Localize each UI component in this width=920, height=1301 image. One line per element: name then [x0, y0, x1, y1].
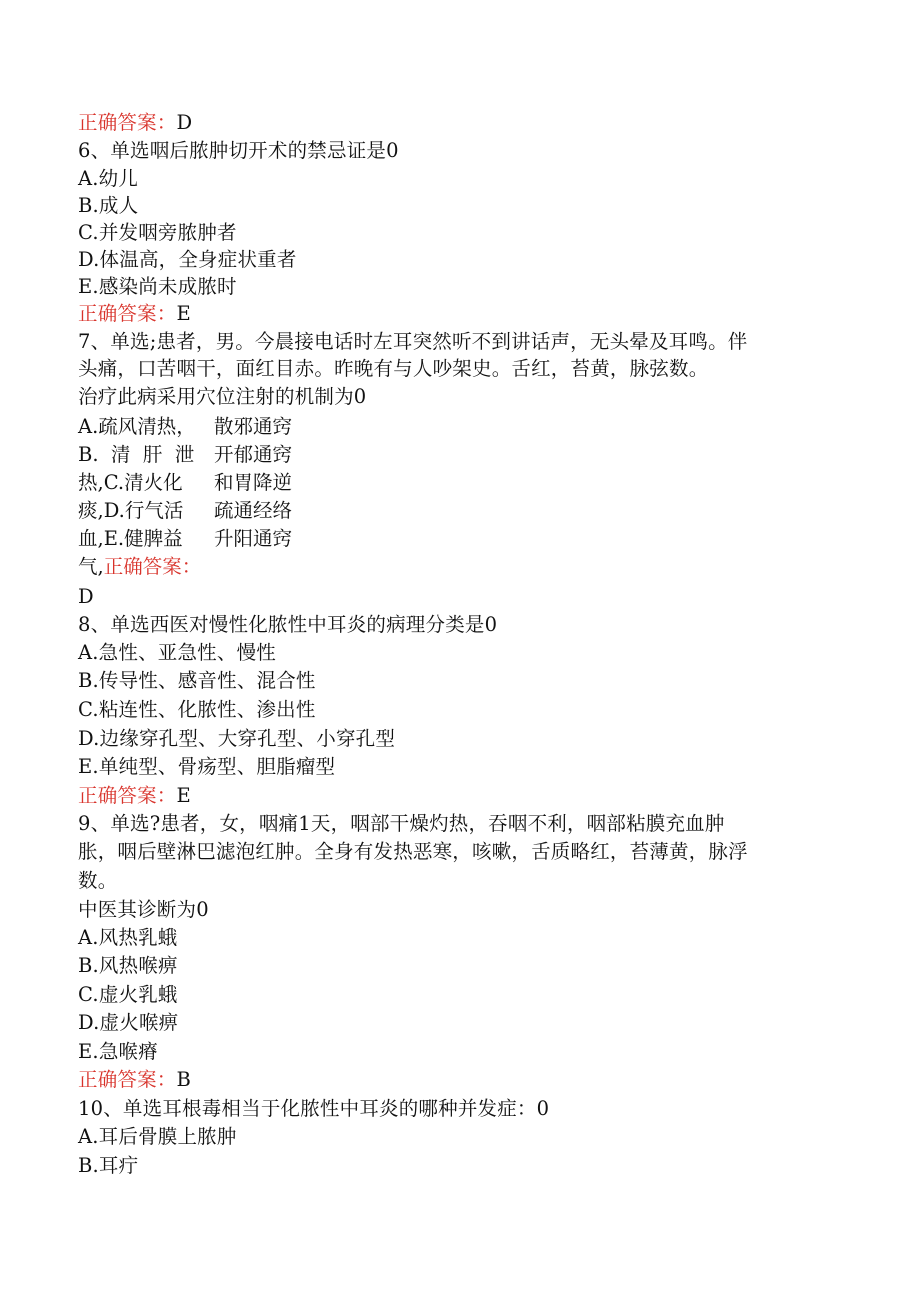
answer-line — [78, 1067, 191, 1093]
option-cell-right: 升阳通窍 — [214, 527, 293, 550]
option-cell-left: B. 清 肝 泄 — [78, 443, 195, 466]
option-cell-right: 疏通经络 — [214, 499, 293, 522]
answer-line — [78, 783, 191, 809]
answer-line — [78, 301, 191, 327]
answer-value: D — [176, 111, 193, 134]
option-line: E.急喉瘠 — [78, 1040, 158, 1063]
option-line: B.风热喉痹 — [78, 954, 178, 977]
question-7-text: 头痛，口苦咽干，面红目赤。昨晚有与人吵架史。舌红，苔黄，脉弦数。 — [78, 357, 709, 380]
question-9-text: 数。 — [78, 869, 118, 892]
option-cell-right: 散邪通窍 — [214, 415, 293, 438]
option-line: C.粘连性、化脓性、渗出性 — [78, 698, 316, 721]
answer-value: B — [176, 1068, 192, 1091]
option-line: A.急性、亚急性、慢性 — [78, 641, 276, 664]
option-line: A.风热乳蛾 — [78, 926, 178, 949]
option-line: C.并发咽旁脓肿者 — [78, 221, 237, 244]
option-line: D.体温高，全身症状重者 — [78, 248, 297, 271]
option-cell-left: 气, — [78, 555, 104, 578]
question-9-text: 胀，咽后壁淋巴滤泡红肿。全身有发热恶寒，咳嗽，舌质略红，苔薄黄，脉浮 — [78, 840, 748, 863]
option-cell-left: 痰,D.行气活 — [78, 499, 184, 522]
answer-line — [78, 554, 201, 580]
option-cell-right: 开郁通窍 — [214, 443, 293, 466]
question-7-text: 治疗此病采用穴位注射的机制为0 — [78, 385, 367, 408]
answer-label: 正确答案： — [78, 111, 177, 134]
option-line: D.边缘穿孔型、大穿孔型、小穿孔型 — [78, 727, 396, 750]
question-10-text: 10、单选耳根毒相当于化脓性中耳炎的哪种并发症：0 — [78, 1097, 550, 1120]
question-8-text: 8、单选西医对慢性化脓性中耳炎的病理分类是0 — [78, 613, 498, 636]
answer-label: 正确答案： — [103, 555, 202, 578]
option-line: A.耳后骨膜上脓肿 — [78, 1125, 237, 1148]
option-line: B.耳疔 — [78, 1154, 139, 1177]
answer-value: D — [78, 585, 94, 608]
option-line: E.感染尚未成脓时 — [78, 275, 237, 298]
option-line: B.传导性、感音性、混合性 — [78, 669, 316, 692]
option-line: B.成人 — [78, 194, 139, 217]
option-line: E.单纯型、骨疡型、胆脂瘤型 — [78, 755, 336, 778]
option-cell-left: 血,E.健脾益 — [78, 527, 183, 550]
question-6-text: 6、单选咽后脓肿切开术的禁忌证是0 — [78, 139, 399, 162]
answer-label: 正确答案： — [78, 1068, 177, 1091]
option-cell-left: A.疏风清热， — [78, 415, 196, 438]
option-line: A.幼儿 — [78, 167, 139, 190]
question-9-text: 9、单选?患者，女，咽痛1天，咽部干燥灼热，吞咽不利，咽部粘膜充血肿 — [78, 812, 725, 835]
question-9-text: 中医其诊断为0 — [78, 898, 209, 921]
answer-label: 正确答案： — [78, 302, 177, 325]
answer-line — [78, 110, 192, 136]
option-cell-left: 热,C.清火化 — [78, 471, 183, 494]
answer-value: E — [176, 784, 191, 807]
answer-value: E — [176, 302, 191, 325]
answer-label: 正确答案： — [78, 784, 177, 807]
option-cell-right: 和胃降逆 — [214, 471, 293, 494]
question-7-text: 7、单选;患者，男。今晨接电话时左耳突然听不到讲话声，无头晕及耳鸣。伴 — [78, 330, 748, 353]
option-line: C.虚火乳蛾 — [78, 983, 178, 1006]
option-line: D.虚火喉痹 — [78, 1011, 179, 1034]
